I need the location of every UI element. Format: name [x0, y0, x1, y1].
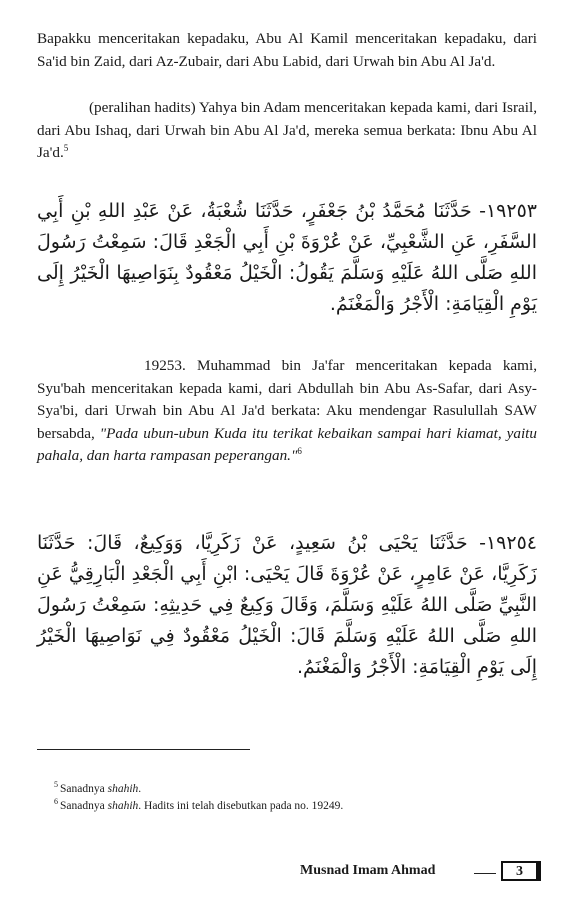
arabic-hadith-19253: ١٩٢٥٣- حَدَّثَنَا مُحَمَّدُ بْنُ جَعْفَرٍ، حَدَّثَنَا شُعْبَةُ، عَنْ عَبْدِ اللهِ بْنِ أَبِي السَّفَرِ، عَنِ الشَّعْبِيِّ، عَنْ عُرْوَةَ بْنِ أَبِي الْجَعْدِ قَالَ: سَمِعْتُ رَسُولَ اللهِ صَلَّى اللهُ عَلَيْهِ وَسَلَّمَ يَقُولُ: الْخَيْلُ مَعْقُودٌ بِنَوَاصِيهَا الْخَيْرُ إِلَى يَوْمِ الْقِيَامَةِ: الْأَجْرُ وَالْمَغْنَمُ. [37, 200, 537, 315]
footnote-6 [54, 794, 343, 814]
arabic-hadith-19254: ١٩٢٥٤- حَدَّثَنَا يَحْيَى بْنُ سَعِيدٍ، عَنْ زَكَرِيَّا، وَوَكِيعٌ، قَالَ: حَدَّثَنَا زَكَرِيَّا، عَنْ عَامِرٍ، عَنْ عُرْوَةَ قَالَ يَحْيَى: ابْنِ أَبِي الْجَعْدِ الْبَارِقِيُّ عَنِ النَّبِيِّ صَلَّى اللهُ عَلَيْهِ وَسَلَّمَ، وَقَالَ وَكِيعٌ فِي حَدِيثِهِ: سَمِعْتُ رَسُولَ اللهِ صَلَّى اللهُ عَلَيْهِ وَسَلَّمَ قَالَ: الْخَيْلُ مَعْقُودٌ فِي نَوَاصِيهَا الْخَيْرُ إِلَى يَوْمِ الْقِيَامَةِ: الْأَجْرُ وَالْمَغْنَمُ. [37, 532, 537, 678]
paragraph-transition-text: (peralihan hadits) Yahya bin Adam menceritakan kepada kami, dari Israil, dari Abu Ishaq, dari Urwah bin Abu Al Ja'd, mereka semua berkata: Ibnu Abu Al Ja'd. [37, 99, 537, 161]
footnote-6-emphasis: shahih [107, 799, 139, 812]
footnote-6-text: Sanadnya [60, 799, 108, 812]
footnote-5-rest: . [138, 782, 142, 795]
paragraph-sanad-continuation: Bapakku menceritakan kepadaku, Abu Al Kamil menceritakan kepadaku, dari Sa'id bin Zaid, dari Az-Zubair, dari Abu Labid, dari Urwah bin Abu Al Ja'd. [37, 30, 537, 70]
footer-book-title: Musnad Imam Ahmad [300, 863, 436, 878]
footer-dash [474, 873, 496, 874]
translation-19253-text: 19253. Muhammad bin Ja'far menceritakan kepada kami, Syu'bah menceritakan kepada kami, dari Abdullah bin Abu As-Safar, dari Asy-Sya'bi, dari Urwah bin Abu Al Ja'd berkata: Aku mendengar Rasulullah SAW bersabda, [37, 357, 537, 442]
page-footer [300, 861, 545, 885]
page-number: 3 [501, 861, 541, 881]
translation-hadith-19253 [37, 355, 537, 468]
translation-19253-quote: "Pada ubun-ubun Kuda itu terikat kebaikan sampai hari kiamat, yaitu pahala, dan harta rampasan peperangan." [37, 424, 537, 464]
footnote-5-mark: 5 [54, 780, 58, 789]
footnote-6-rest: . Hadits ini telah disebutkan pada no. 19249. [138, 799, 344, 812]
footnote-5-emphasis: shahih [107, 782, 139, 795]
footnote-ref-6: 6 [297, 445, 302, 456]
footnote-6-mark: 6 [54, 797, 58, 806]
footnote-5-text: Sanadnya [60, 782, 108, 795]
footnote-ref-5: 5 [63, 142, 69, 153]
paragraph-transition-hadith [37, 97, 537, 165]
footnote-divider [37, 749, 250, 750]
